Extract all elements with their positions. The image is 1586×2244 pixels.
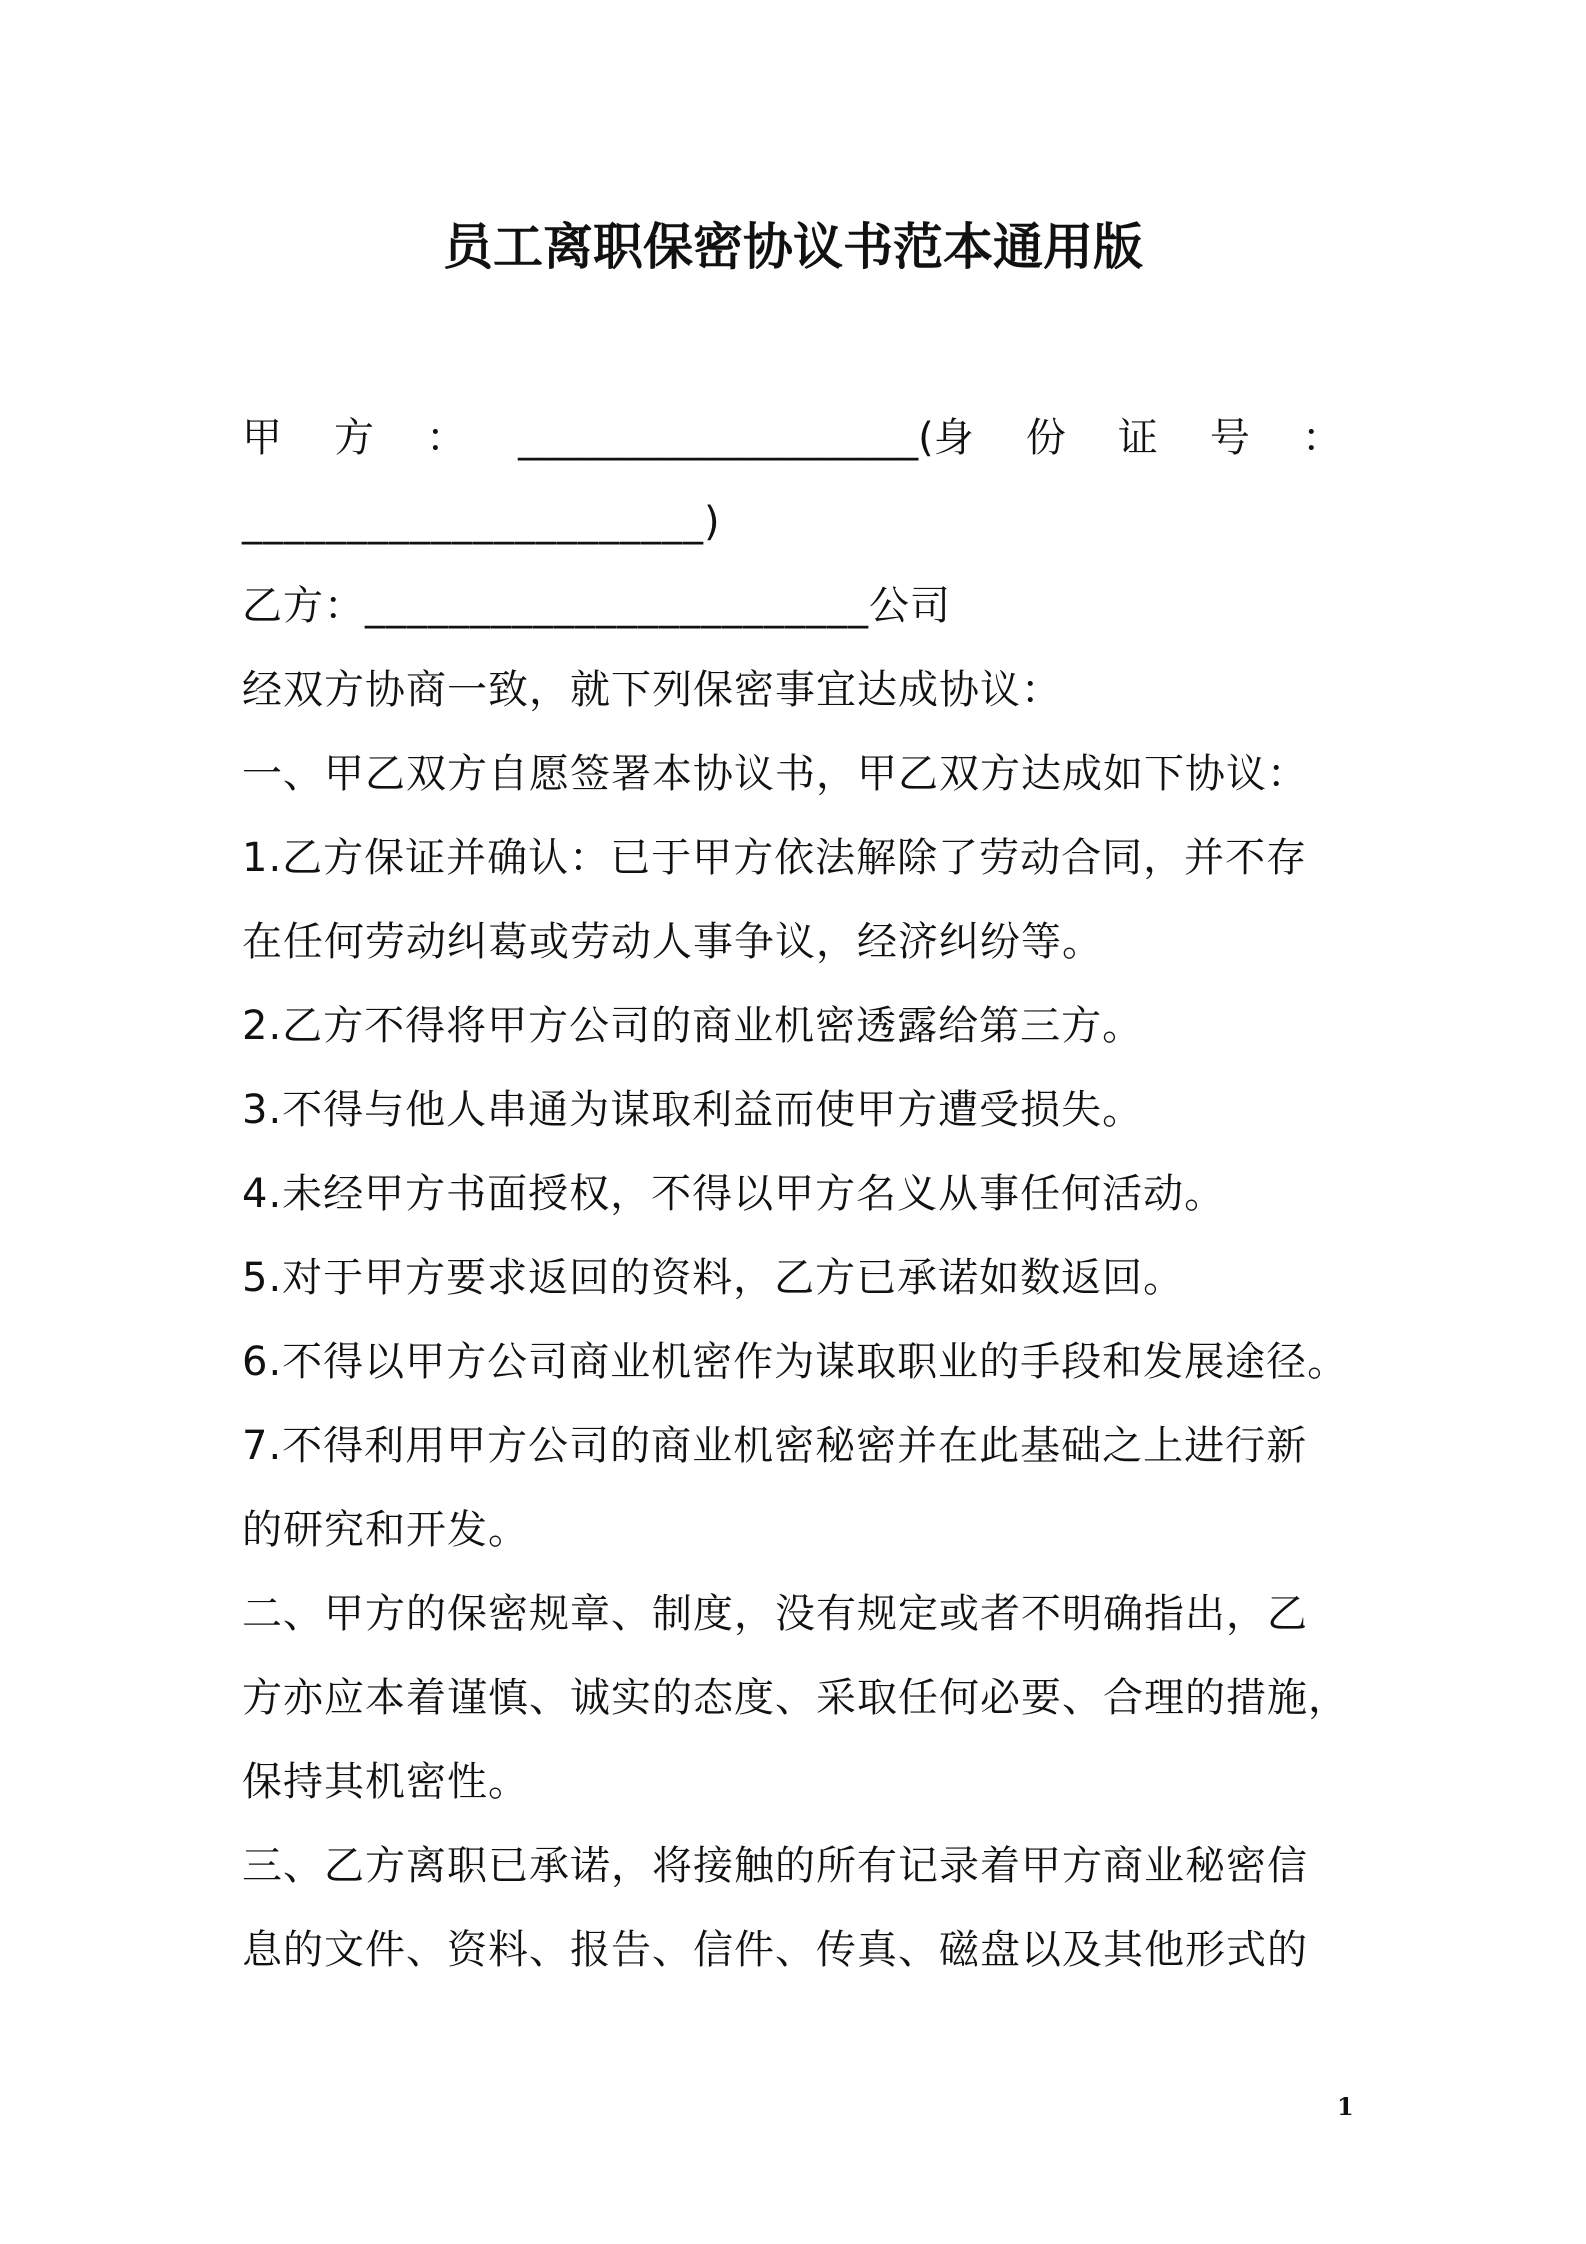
document-title: 员工离职保密协议书范本通用版 — [443, 218, 1143, 276]
paragraph-line: 二、甲方的保密规章、制度，没有规定或者不明确指出，乙 — [242, 1591, 1308, 1637]
paragraph-line: 7.不得利用甲方公司的商业机密秘密并在此基础之上进行新 — [242, 1423, 1308, 1469]
paragraph-line: 保持其机密性。 — [242, 1759, 529, 1805]
paragraph-line: 3.不得与他人串通为谋取利益而使甲方遭受损失。 — [242, 1087, 1144, 1133]
paragraph-line: 一、甲乙双方自愿签署本协议书，甲乙双方达成如下协议： — [242, 751, 1308, 797]
party-a-char: ： — [1301, 415, 1342, 461]
paragraph-line: 6.不得以甲方公司商业机密作为谋取职业的手段和发展途径。 — [242, 1339, 1349, 1385]
party-a-char: 份 — [1025, 415, 1066, 461]
party-a-line — [242, 408, 1342, 468]
party-a-char: ： — [426, 415, 467, 461]
party-a-blank-id-label: ____________________(身 — [518, 415, 974, 461]
party-a-char: 号 — [1209, 415, 1250, 461]
paragraph-line: 在任何劳动纠葛或劳动人事争议，经济纠纷等。 — [242, 919, 1103, 965]
paragraph-line: 2.乙方不得将甲方公司的商业机密透露给第三方。 — [242, 1003, 1144, 1049]
paragraph-line: 1.乙方保证并确认：已于甲方依法解除了劳动合同，并不存 — [242, 835, 1308, 881]
paragraph-line: 三、乙方离职已承诺，将接触的所有记录着甲方商业秘密信 — [242, 1843, 1308, 1889]
paragraph-line: 4.未经甲方书面授权，不得以甲方名义从事任何活动。 — [242, 1171, 1226, 1217]
party-a-char: 证 — [1117, 415, 1158, 461]
page-number: 1 — [1337, 2092, 1354, 2121]
paragraph-line: 息的文件、资料、报告、信件、传真、磁盘以及其他形式的 — [242, 1927, 1308, 1973]
paragraph-line: 的研究和开发。 — [242, 1507, 529, 1553]
party-a-char: 方 — [334, 415, 375, 461]
paragraph-line: 5.对于甲方要求返回的资料，乙方已承诺如数返回。 — [242, 1255, 1185, 1301]
party-a-char: 甲 — [242, 415, 282, 461]
paragraph-line: 方亦应本着谨慎、诚实的态度、采取任何必要、合理的措施， — [242, 1675, 1349, 1721]
party-a-id-blank: ______________________) — [242, 499, 721, 545]
party-b-line: 乙方：________________________公司 — [242, 583, 951, 629]
paragraph-line: 经双方协商一致，就下列保密事宜达成协议： — [242, 667, 1062, 713]
